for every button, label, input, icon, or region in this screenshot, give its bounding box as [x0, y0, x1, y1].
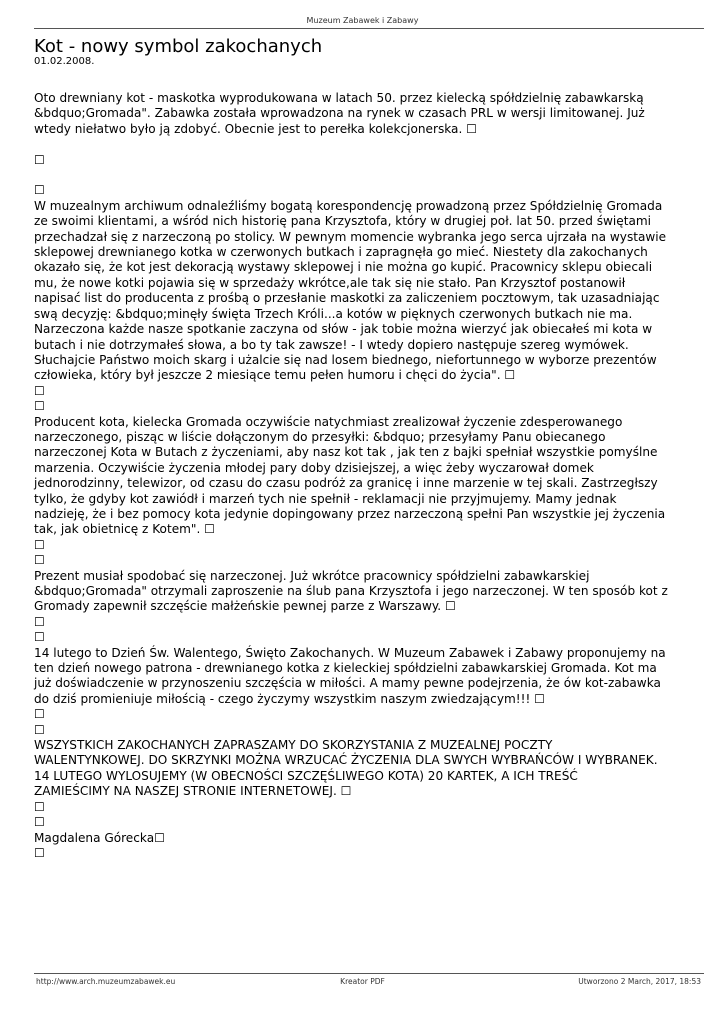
article-title: Kot - nowy symbol zakochanych — [34, 36, 323, 57]
article-body — [34, 91, 704, 861]
article-paragraph-main: ☐ W muzealnym archiwum odnaleźliśmy bogatą korespondencję prowadzoną przez Spółdzielnię Gromada ze swoimi klientami, a wśród nich historię pana Krzysztofa, który w drugiej poł. lat 50. przed świętami przechadzał się z narzeczoną po stolicy. W pewnym momencie wybranka jego serca ujrzała na wystawie sklepowej drewnianego kotka w czerwonych butkach i zapragnęła go mieć. Niestety dla zakochanych okazało się, że kot jest dekoracją wystawy sklepowej i nie można go kupić. Pracownicy sklepu obiecali mu, że nowe kotki pojawia się w sprzedaży wkrótce,ale tak się nie stało. Pan Krzysztof postanowił napisać list do producenta z prośbą o przesłanie maskotki za zaliczeniem pocztowym, tak uzasadniając swą decyzję: &bdquo;minęły święta Trzech Króli...a kotów w pięknych czerwonych butkach nie ma. Narzeczona każde nasze spotkanie zaczyna od słów - jak tobie można wierzyć jak obiecałeś mi kota w butach i nie dotrzymałeś słowa, a bo ty tak zawsze! - I wtedy dopiero następuje szereg wymówek. Słuchajcie Państwo moich skarg i użalcie się nad losem biednego, niefortunnego w wyborze prezentów człowieka, który był jeszcze 2 miesiące temu pełen humoru i chęci do życia". ☐ ☐ ☐ Producent kota, kielecka Gromada oczywiście natychmiast zrealizował życzenie zdesperowanego narzeczonego, pisząc w liście dołączonym do przesyłki: &bdquo; przesyłamy Panu obiecanego narzeczonej Kota w Butach z życzeniami, aby nasz kot tak , jak ten z bajki spełniał wszystkie pomyślne marzenia. Oczywiście życzenia młodej pary doby dzisiejszej, a więc żeby wyczarował domek jednorodzinny, telewizor, od czasu do czasu podróż za granicę i inne marzenie w tej skali. Zastrzegłszy tylko, że gdyby kot zawiódł i marzeń tych nie spełnił - reklamacji nie przyjmujemy. Mamy jednak nadzieję, że i bez pomocy kota jedynie dopingowany przez narzeczoną spełni Pan wszystkie jej życzenia tak, jak obietnicę z Kotem". ☐ ☐ ☐ Prezent musiał spodobać się narzeczonej. Już wkrótce pracownicy spółdzielni zabawkarskiej &bdquo;Gromada" otrzymali zaproszenie na ślub pana Krzysztofa i jego narzeczonej. W ten sposób kot z Gromady zapewnił szczęście małżeńskie pewnej parze z Warszawy. ☐ ☐ ☐ 14 lutego to Dzień Św. Walentego, Święto Zakochanych. W Muzeum Zabawek i Zabawy proponujemy na ten dzień nowego patrona - drewnianego kotka z kieleckiej spółdzielni zabawkarskiej Gromada. Kot ma już doświadczenie w przynoszeniu szczęścia w miłości. A mamy pewne podejrzenia, że ów kot-zabawka do dziś promieniuje miłością - czego życzymy wszystkim naszym zwiedzającym!!! ☐ ☐ ☐ WSZYSTKICH ZAKOCHANYCH ZAPRASZAMY DO SKORZYSTANIA Z MUZEALNEJ POCZTY WALENTYNKOWEJ. DO SKRZYNKI MOŻNA WRZUCAĆ ŻYCZENIA DLA SWYCH WYBRAŃCÓW I WYBRANEK. 14 LUTEGO WYLOSUJEMY (W OBECNOŚCI SZCZĘŚLIWEGO KOTA) 20 KARTEK, A ICH TREŚĆ ZAMIEŚCIMY NA NASZEJ STRONIE INTERNETOWEJ. ☐ ☐ ☐ Magdalena Górecka☐ ☐ — [34, 183, 668, 860]
article-paragraph-intro: Oto drewniany kot - maskotka wyprodukowana w latach 50. przez kielecką spółdzielnię zabawkarską &bdquo;Gromada". Zabawka została wprowadzona na rynek w czasach PRL w wersji limitowanej. Już wtedy niełatwo było ją zdobyć. Obecnie jest to perełka kolekcjonerska. ☐ — [34, 91, 645, 136]
article-paragraph-spacer: ☐ — [34, 152, 45, 167]
article-date: 01.02.2008. — [34, 56, 95, 67]
footer-created-date: Utworzono 2 March, 2017, 18:53 — [578, 977, 701, 986]
header-divider — [34, 28, 704, 29]
footer-generator: Kreator PDF — [340, 977, 385, 986]
site-header: Muzeum Zabawek i Zabawy — [306, 16, 419, 25]
footer-divider — [34, 973, 704, 974]
footer-url[interactable]: http://www.arch.muzeumzabawek.eu — [36, 977, 176, 986]
